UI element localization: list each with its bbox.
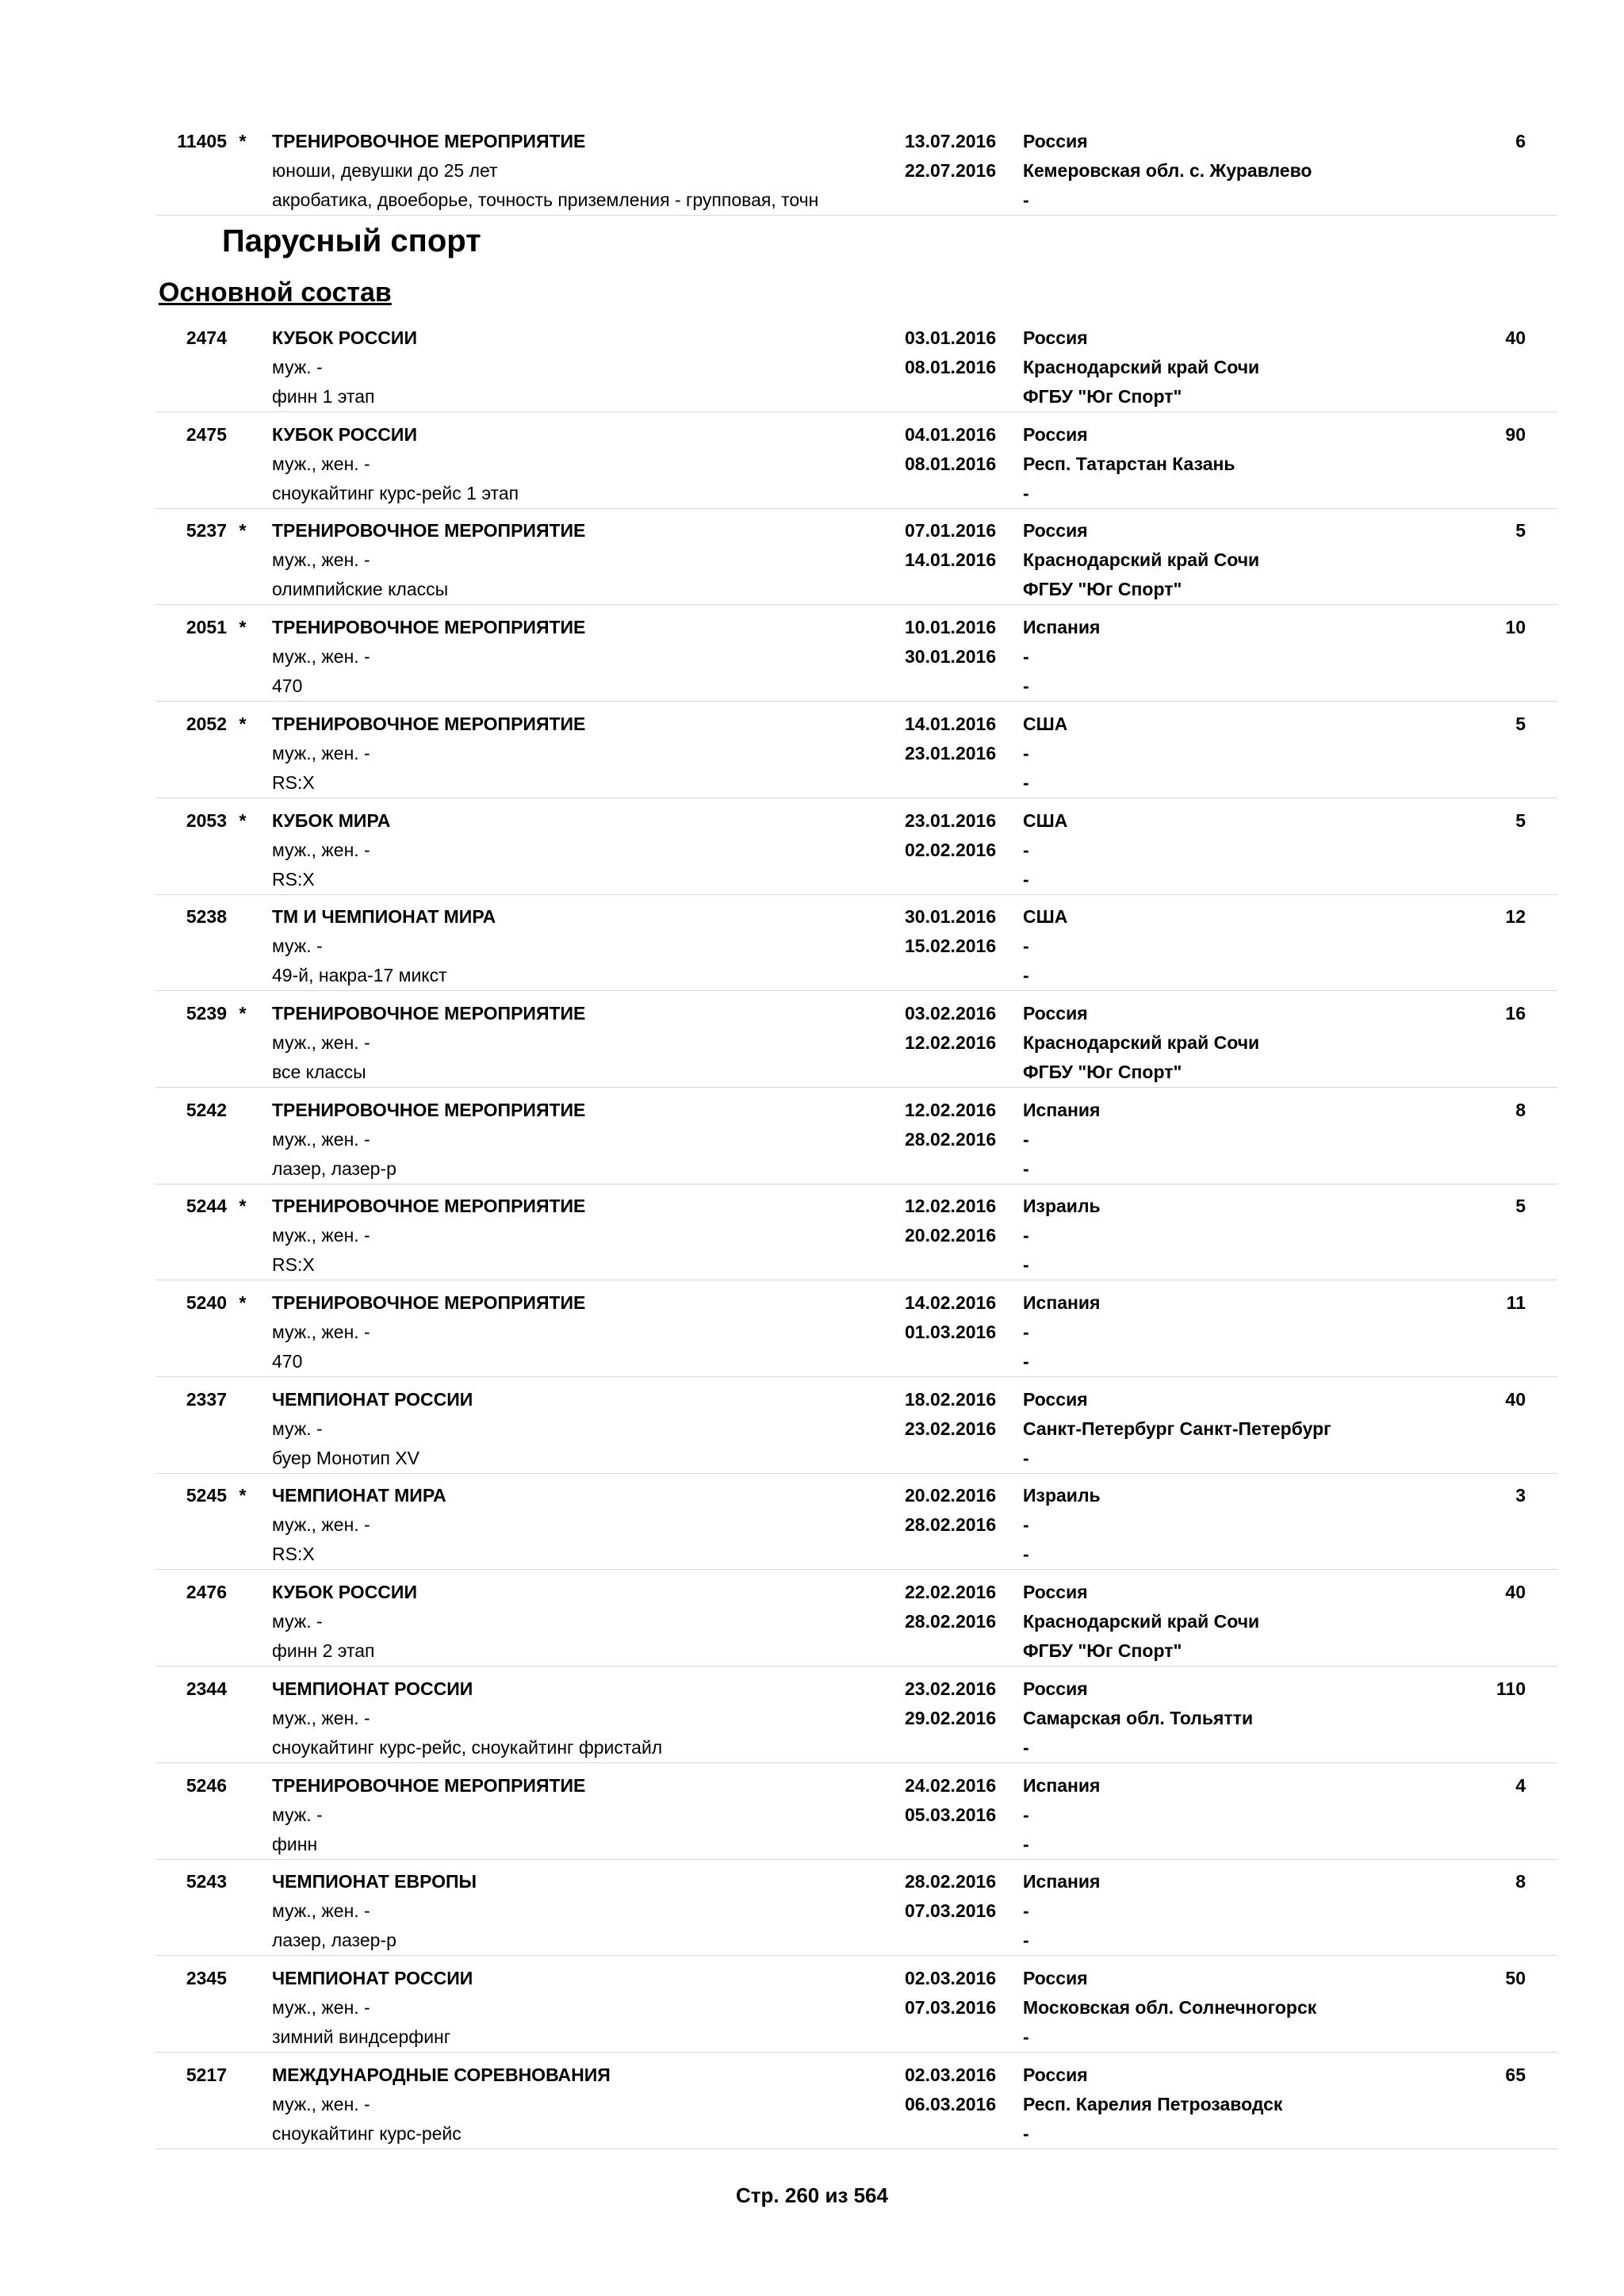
date-end: 28.02.2016	[905, 1514, 997, 1536]
event-discipline: лазер, лазер-р	[272, 1930, 396, 1951]
event-country: Испания	[1023, 1099, 1101, 1120]
event-country: Испания	[1023, 1292, 1101, 1313]
event-location: -	[1023, 839, 1029, 860]
event-organizer: -	[1023, 868, 1029, 890]
event-title: ТРЕНИРОВОЧНОЕ МЕРОПРИЯТИЕ	[272, 1774, 586, 1796]
event-id: 2344	[186, 1678, 227, 1699]
event-country: США	[1023, 906, 1068, 928]
event-country: Испания	[1023, 1871, 1101, 1892]
star-marker: *	[239, 809, 247, 831]
event-location: -	[1023, 1514, 1029, 1536]
event-entry	[155, 991, 1557, 1088]
date-start: 12.02.2016	[905, 1196, 997, 1217]
event-title: ТРЕНИРОВОЧНОЕ МЕРОПРИЯТИЕ	[272, 1099, 586, 1120]
event-discipline: все классы	[272, 1061, 366, 1082]
event-participants: муж., жен. -	[272, 1322, 370, 1342]
event-entry	[155, 605, 1557, 702]
date-start: 10.01.2016	[905, 617, 997, 638]
event-country: Россия	[1023, 423, 1088, 445]
participant-count: 10	[1505, 617, 1526, 638]
event-country: Россия	[1023, 520, 1088, 541]
event-entry	[155, 1859, 1557, 1956]
event-organizer: ФГБУ "Юг Спорт"	[1023, 1061, 1182, 1082]
event-location: -	[1023, 1804, 1029, 1825]
event-id: 5237	[186, 520, 227, 541]
date-end: 08.01.2016	[905, 357, 997, 377]
page-number: Стр. 260 из 564	[736, 2183, 888, 2207]
event-participants: муж., жен. -	[272, 1128, 370, 1150]
event-participants: муж., жен. -	[272, 646, 370, 668]
date-end: 12.02.2016	[905, 1031, 997, 1053]
event-entry	[155, 798, 1557, 895]
event-discipline: акробатика, двоеборье, точность приземления - групповая, точн	[272, 189, 819, 210]
event-location: -	[1023, 936, 1029, 957]
event-entry	[155, 1184, 1557, 1280]
section-title: Парусный спорт	[222, 224, 481, 258]
event-organizer: -	[1023, 2122, 1029, 2144]
event-title: ТРЕНИРОВОЧНОЕ МЕРОПРИЯТИЕ	[272, 1002, 586, 1024]
event-title: ЧЕМПИОНАТ ЕВРОПЫ	[272, 1871, 477, 1892]
event-country: Россия	[1023, 1582, 1088, 1603]
event-location: Московская обл. Солнечногорск	[1023, 1996, 1317, 2018]
participant-count: 11	[1506, 1292, 1526, 1313]
participant-count: 40	[1505, 327, 1526, 348]
event-discipline: зимний виндсерфинг	[272, 2026, 451, 2047]
event-id: 2053	[186, 809, 227, 831]
event-discipline: финн	[272, 1833, 318, 1854]
event-title: ТРЕНИРОВОЧНОЕ МЕРОПРИЯТИЕ	[272, 131, 586, 151]
event-country: Израиль	[1023, 1196, 1101, 1217]
event-location: -	[1023, 1900, 1029, 1922]
event-location: Краснодарский край Сочи	[1023, 1031, 1260, 1053]
date-end: 02.02.2016	[905, 839, 997, 860]
event-discipline: 49-й, накра-17 микст	[272, 965, 447, 986]
date-end: 06.03.2016	[905, 2093, 997, 2114]
star-marker: *	[239, 1485, 247, 1506]
event-country: Россия	[1023, 1678, 1088, 1699]
event-participants: муж., жен. -	[272, 1707, 370, 1728]
event-country: Россия	[1023, 1002, 1088, 1024]
event-id: 2052	[186, 713, 227, 734]
event-entry	[155, 1956, 1557, 2053]
event-organizer: -	[1023, 675, 1029, 697]
event-organizer: ФГБУ "Юг Спорт"	[1023, 1640, 1182, 1662]
event-id: 5244	[186, 1196, 227, 1217]
event-id: 2476	[186, 1582, 227, 1603]
event-organizer: -	[1023, 965, 1029, 986]
event-country: Испания	[1023, 617, 1101, 638]
event-participants: муж., жен. -	[272, 1514, 370, 1536]
date-start: 04.01.2016	[905, 423, 997, 445]
event-organizer: ФГБУ "Юг Спорт"	[1023, 386, 1182, 407]
event-organizer: -	[1023, 482, 1029, 503]
event-participants: муж., жен. -	[272, 1996, 370, 2018]
event-title: ТМ И ЧЕМПИОНАТ МИРА	[272, 906, 496, 928]
participant-count: 5	[1515, 713, 1526, 734]
date-start: 18.02.2016	[905, 1388, 997, 1410]
star-marker: *	[239, 617, 247, 638]
event-organizer: -	[1023, 1930, 1029, 1951]
participant-count: 40	[1505, 1582, 1526, 1603]
event-country: Россия	[1023, 1967, 1088, 1988]
event-title: ТРЕНИРОВОЧНОЕ МЕРОПРИЯТИЕ	[272, 713, 586, 734]
event-location: Респ. Татарстан Казань	[1023, 453, 1235, 474]
event-discipline: RS:X	[272, 1254, 315, 1276]
event-discipline: олимпийские классы	[272, 579, 449, 600]
date-start: 03.02.2016	[905, 1002, 997, 1024]
event-country: Испания	[1023, 1774, 1101, 1796]
participant-count: 5	[1515, 809, 1526, 831]
event-entry	[155, 1088, 1557, 1184]
event-discipline: сноукайтинг курс-рейс	[272, 2122, 462, 2144]
event-entry	[155, 702, 1557, 798]
star-marker: *	[239, 1292, 247, 1313]
event-id: 5217	[186, 2064, 227, 2085]
participant-count: 110	[1496, 1678, 1526, 1699]
date-start: 14.01.2016	[905, 713, 997, 734]
event-title: ЧЕМПИОНАТ РОССИИ	[272, 1678, 473, 1699]
participant-count: 8	[1515, 1871, 1526, 1892]
event-id: 5242	[186, 1099, 227, 1120]
event-entry	[155, 894, 1557, 991]
date-end: 22.07.2016	[905, 160, 997, 181]
event-id: 5246	[186, 1774, 227, 1796]
event-id: 2474	[186, 327, 227, 348]
date-start: 30.01.2016	[905, 906, 997, 928]
event-discipline: RS:X	[272, 868, 315, 890]
event-location: -	[1023, 1128, 1029, 1150]
star-marker: *	[239, 131, 247, 151]
date-end: 14.01.2016	[905, 549, 997, 571]
event-discipline: 470	[272, 1351, 303, 1372]
event-participants: муж. -	[272, 357, 323, 377]
date-end: 29.02.2016	[905, 1707, 997, 1728]
event-organizer: -	[1023, 1736, 1029, 1758]
event-discipline: буер Монотип XV	[272, 1447, 419, 1468]
date-start: 24.02.2016	[905, 1774, 997, 1796]
event-participants: муж., жен. -	[272, 549, 370, 571]
event-country: Россия	[1023, 2064, 1088, 2085]
subsection-title: Основной состав	[159, 277, 392, 308]
event-country: Россия	[1023, 1388, 1088, 1410]
date-start: 23.01.2016	[905, 809, 997, 831]
event-discipline: 470	[272, 675, 303, 697]
event-organizer: -	[1023, 189, 1029, 210]
event-discipline: лазер, лазер-р	[272, 1158, 396, 1179]
event-entry	[155, 1763, 1557, 1860]
participant-count: 8	[1515, 1099, 1526, 1120]
date-end: 20.02.2016	[905, 1225, 997, 1246]
event-organizer: -	[1023, 1158, 1029, 1179]
participant-count: 6	[1515, 131, 1526, 151]
event-title: ТРЕНИРОВОЧНОЕ МЕРОПРИЯТИЕ	[272, 1196, 586, 1217]
star-marker: *	[239, 1002, 247, 1024]
event-participants: муж. -	[272, 1611, 323, 1632]
participant-count: 4	[1515, 1774, 1526, 1796]
date-end: 01.03.2016	[905, 1322, 997, 1342]
event-country: Россия	[1023, 327, 1088, 348]
event-organizer: -	[1023, 1351, 1029, 1372]
event-id: 5243	[186, 1871, 227, 1892]
event-entry	[155, 1473, 1557, 1570]
event-participants: юноши, девушки до 25 лет	[272, 160, 498, 181]
event-country: США	[1023, 713, 1068, 734]
event-participants: муж. -	[272, 1418, 323, 1439]
participant-count: 40	[1505, 1388, 1526, 1410]
event-entry	[155, 1280, 1557, 1377]
participant-count: 3	[1515, 1485, 1526, 1506]
event-entry	[155, 412, 1557, 509]
date-end: 05.03.2016	[905, 1804, 997, 1825]
event-participants: муж. -	[272, 936, 323, 957]
event-entry	[155, 2053, 1557, 2149]
event-location: Самарская обл. Тольятти	[1023, 1707, 1254, 1728]
date-start: 13.07.2016	[905, 131, 997, 151]
event-id: 5239	[186, 1002, 227, 1024]
participant-count: 65	[1505, 2064, 1526, 2085]
event-participants: муж., жен. -	[272, 2093, 370, 2114]
event-location: Краснодарский край Сочи	[1023, 549, 1260, 571]
event-country: Россия	[1023, 131, 1088, 151]
date-start: 03.01.2016	[905, 327, 997, 348]
event-participants: муж., жен. -	[272, 742, 370, 763]
event-country: США	[1023, 809, 1068, 831]
event-participants: муж. -	[272, 1804, 323, 1825]
event-id: 2051	[186, 617, 227, 638]
event-entry	[155, 1377, 1557, 1474]
event-location: Санкт-Петербург Санкт-Петербург	[1023, 1418, 1331, 1439]
event-location: Краснодарский край Сочи	[1023, 1611, 1260, 1632]
date-end: 28.02.2016	[905, 1611, 997, 1632]
participant-count: 12	[1505, 906, 1526, 928]
event-discipline: сноукайтинг курс-рейс, сноукайтинг фристайл	[272, 1736, 663, 1758]
event-participants: муж., жен. -	[272, 1900, 370, 1922]
event-id: 2475	[186, 423, 227, 445]
event-entry	[155, 1667, 1557, 1763]
event-title: ТРЕНИРОВОЧНОЕ МЕРОПРИЯТИЕ	[272, 1292, 586, 1313]
event-entry	[155, 1570, 1557, 1667]
date-start: 14.02.2016	[905, 1292, 997, 1313]
event-location: -	[1023, 742, 1029, 763]
date-end: 28.02.2016	[905, 1128, 997, 1150]
event-participants: муж., жен. -	[272, 839, 370, 860]
event-organizer: -	[1023, 1833, 1029, 1854]
event-organizer: -	[1023, 1447, 1029, 1468]
participant-count: 5	[1515, 520, 1526, 541]
event-entry	[155, 316, 1557, 412]
date-start: 02.03.2016	[905, 2064, 997, 2085]
date-end: 08.01.2016	[905, 453, 997, 474]
event-participants: муж., жен. -	[272, 453, 370, 474]
event-title: ЧЕМПИОНАТ РОССИИ	[272, 1388, 473, 1410]
date-start: 12.02.2016	[905, 1099, 997, 1120]
event-title: ЧЕМПИОНАТ РОССИИ	[272, 1967, 473, 1988]
date-end: 23.02.2016	[905, 1418, 997, 1439]
event-organizer: -	[1023, 771, 1029, 793]
event-entry	[155, 508, 1557, 605]
date-start: 02.03.2016	[905, 1967, 997, 1988]
event-organizer: -	[1023, 1254, 1029, 1276]
event-organizer: ФГБУ "Юг Спорт"	[1023, 579, 1182, 600]
date-start: 22.02.2016	[905, 1582, 997, 1603]
event-id: 5245	[186, 1485, 227, 1506]
event-id: 5238	[186, 906, 227, 928]
event-discipline: финн 2 этап	[272, 1640, 375, 1662]
date-start: 23.02.2016	[905, 1678, 997, 1699]
event-organizer: -	[1023, 2026, 1029, 2047]
participant-count: 16	[1505, 1002, 1526, 1024]
event-title: КУБОК РОССИИ	[272, 327, 417, 348]
date-start: 07.01.2016	[905, 520, 997, 541]
participant-count: 90	[1505, 423, 1526, 445]
event-id: 2337	[186, 1388, 227, 1410]
event-organizer: -	[1023, 1544, 1029, 1565]
event-title: КУБОК РОССИИ	[272, 1582, 417, 1603]
event-location: Краснодарский край Сочи	[1023, 357, 1260, 377]
star-marker: *	[239, 520, 247, 541]
event-id: 5240	[186, 1292, 227, 1313]
event-participants: муж., жен. -	[272, 1225, 370, 1246]
star-marker: *	[239, 713, 247, 734]
event-id: 11405	[177, 131, 227, 151]
date-end: 30.01.2016	[905, 646, 997, 668]
event-location: -	[1023, 1322, 1029, 1342]
event-discipline: финн 1 этап	[272, 386, 375, 407]
event-country: Израиль	[1023, 1485, 1101, 1506]
event-discipline: RS:X	[272, 1544, 315, 1565]
event-title: МЕЖДУНАРОДНЫЕ СОРЕВНОВАНИЯ	[272, 2064, 611, 2085]
date-end: 07.03.2016	[905, 1996, 997, 2018]
date-end: 23.01.2016	[905, 742, 997, 763]
participant-count: 5	[1515, 1196, 1526, 1217]
event-location: Кемеровская обл. с. Журавлево	[1023, 160, 1312, 181]
date-start: 28.02.2016	[905, 1871, 997, 1892]
star-marker: *	[239, 1196, 247, 1217]
event-id: 2345	[186, 1967, 227, 1988]
event-discipline: сноукайтинг курс-рейс 1 этап	[272, 482, 519, 503]
event-location: Респ. Карелия Петрозаводск	[1023, 2093, 1283, 2114]
event-title: КУБОК РОССИИ	[272, 423, 417, 445]
date-start: 20.02.2016	[905, 1485, 997, 1506]
event-entry-top	[155, 119, 1557, 216]
event-title: ТРЕНИРОВОЧНОЕ МЕРОПРИЯТИЕ	[272, 520, 586, 541]
participant-count: 50	[1505, 1967, 1526, 1988]
event-title: ЧЕМПИОНАТ МИРА	[272, 1485, 446, 1506]
event-discipline: RS:X	[272, 771, 315, 793]
date-end: 07.03.2016	[905, 1900, 997, 1922]
event-title: ТРЕНИРОВОЧНОЕ МЕРОПРИЯТИЕ	[272, 617, 586, 638]
event-title: КУБОК МИРА	[272, 809, 391, 831]
date-end: 15.02.2016	[905, 936, 997, 957]
event-location: -	[1023, 646, 1029, 668]
event-location: -	[1023, 1225, 1029, 1246]
event-participants: муж., жен. -	[272, 1031, 370, 1053]
